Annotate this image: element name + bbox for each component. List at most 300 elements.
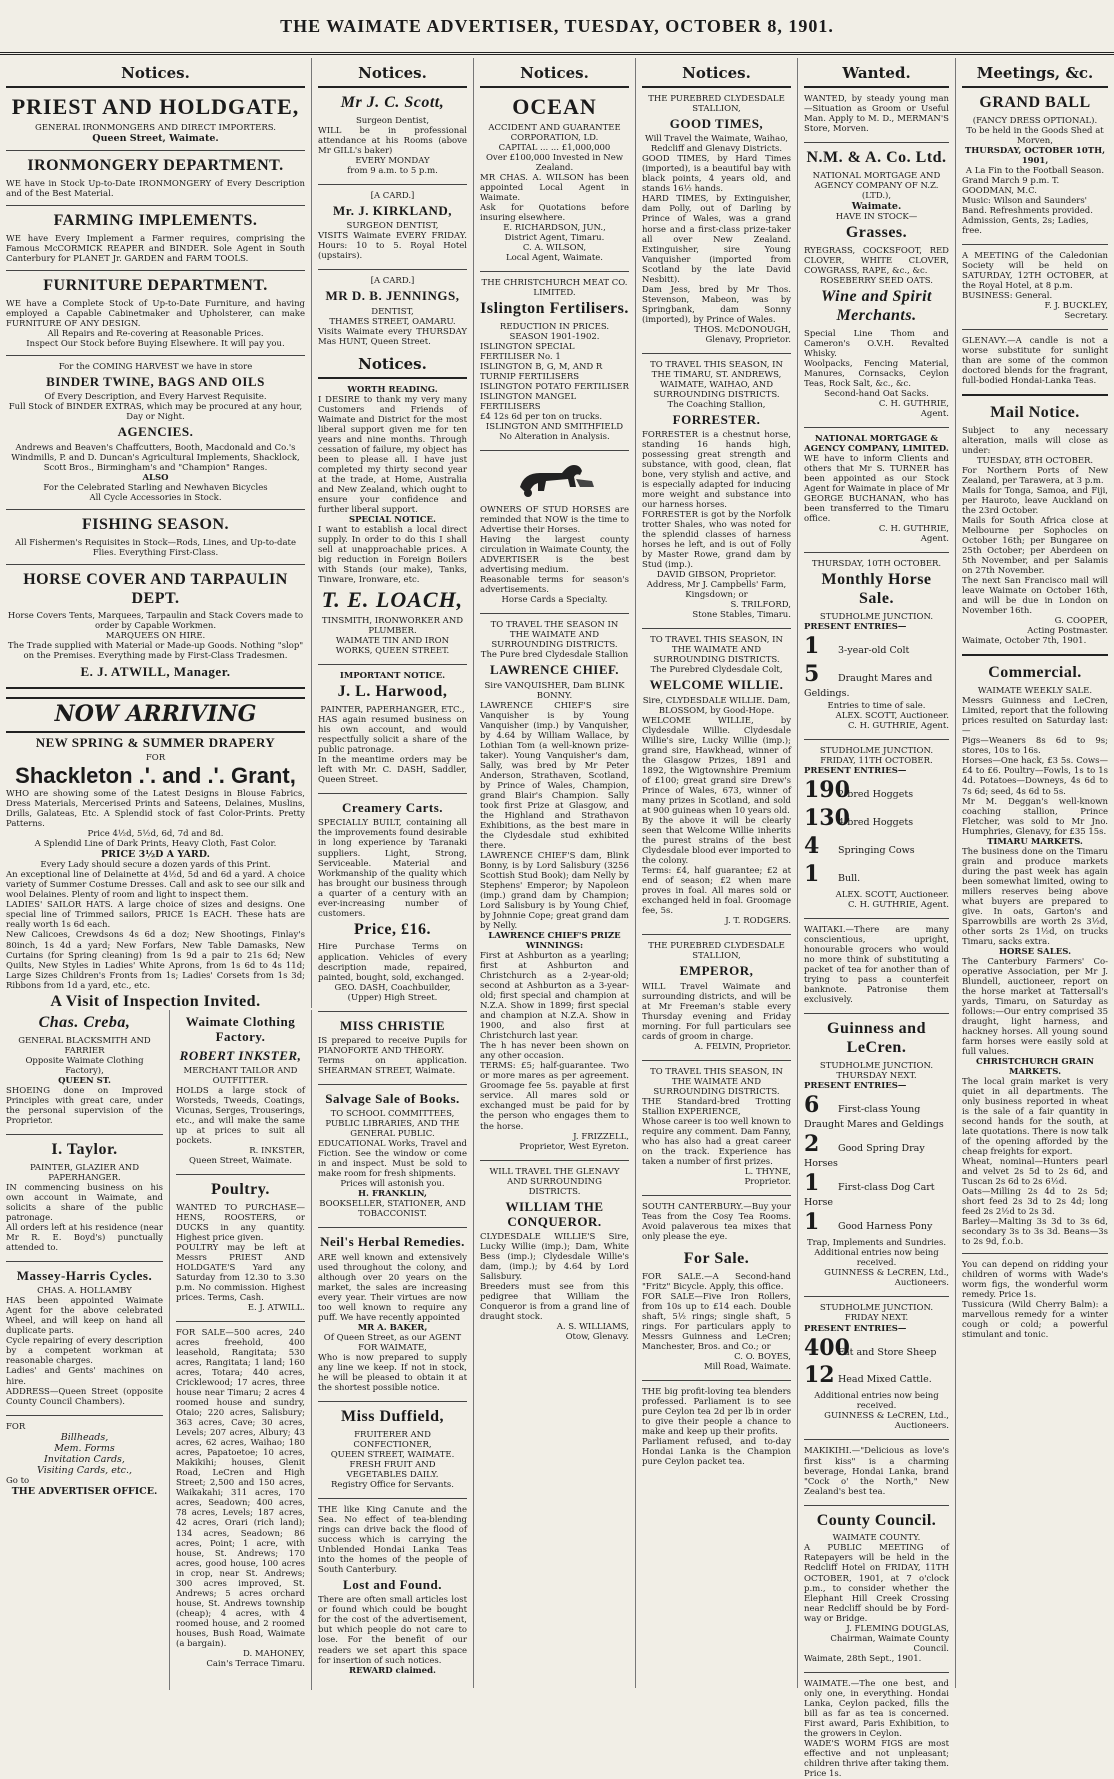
ad-text: Grand March 9 p.m. T. GOODMAN, M.C. xyxy=(962,175,1060,196)
ad-text: PRESENT ENTRIES— xyxy=(804,1323,907,1334)
ad-text: IS prepared to receive Pupils for PIANOFORTE AND THEORY. xyxy=(318,1035,467,1056)
ad-signature: GUINNESS & LeCREN, Ltd., xyxy=(824,1411,949,1422)
ad-text: For Northern Ports of New Zealand, per Tarawera, at 3 p.m. xyxy=(962,466,1108,487)
ad-text: HOLDS a large stock of Worsteds, Tweeds, Coatings, Vicunas, Serges, Trouserings, etc., and will make the same up at prices to suit all pockets. xyxy=(176,1086,305,1147)
ad-text: WAIMATE.—The one best, and only one, in everything. Hondai Lanka, Ceylon packed, fills the bill as far as tea is concerned. First award, Paris Exhibition, to the growers in Ceylon. xyxy=(804,1678,949,1739)
ad-text: WELCOME WILLIE, by Clydesdale Willie. Clydesdale Willie's sire, Lucky Willie (imp.); grand sire, Hawkhead, winner of the Glasgow Prizes, 1891 and 1892, the Wigtownshire Premium of £100; great grand sire Drew's Prince of Wales, 673, winner of many prizes in Scotland, and sold at 900 guineas when 10 years old. xyxy=(642,715,791,816)
ad-title: Shackleton .'. and .'. Grant, xyxy=(15,763,296,789)
ad-title: Mr J. C. Scott, xyxy=(340,94,445,111)
ad-section: WORTH READING. xyxy=(347,384,438,395)
ad-text: Invitation Cards, xyxy=(44,1453,125,1465)
ad-text: Auctioneers. xyxy=(894,1278,949,1289)
ad-title: County Council. xyxy=(816,1511,937,1529)
grand-ball-ad xyxy=(962,94,1108,236)
ad-text: RYEGRASS, COCKSFOOT, RED CLOVER, WHITE CLOVER, COWGRASS, RAPE, &c., &c. xyxy=(804,246,949,277)
ad-text: Glenavy, Proprietor. xyxy=(705,334,791,345)
ad-title: Miss Duffield, xyxy=(341,1408,444,1426)
ad-text: Mill Road, Waimate. xyxy=(703,1361,791,1372)
glenavy-tea-ad xyxy=(962,336,1108,386)
ad-title: Neil's Herbal Remedies. xyxy=(320,1234,465,1250)
ad-text: Inspect Our Stock before Buying Elsewhere. It will pay you. xyxy=(26,338,285,349)
column-1c xyxy=(170,1010,312,1690)
ad-text: Registry Office for Servants. xyxy=(331,1479,454,1490)
caledonian-ad xyxy=(962,251,1108,321)
ad-text: Mr M. Deggan's well-known coaching stallion, Prince Fletcher, was sold to Mr Jno. Humphries, Glenavy, for £35 15s. xyxy=(962,796,1108,837)
ad-text: Waimate, October 7th, 1901. xyxy=(962,636,1087,647)
ad-text: Additional entries now being received. xyxy=(814,1248,939,1269)
entry-row: 12 Head Mixed Cattle. xyxy=(804,1362,932,1389)
ad-signature: S. TRILFORD, xyxy=(730,600,791,611)
ad-text: SOUTH CANTERBURY.—Buy your Teas from the Cosy Tea Rooms. Avoid palaverous tea mixes that only please the eye. xyxy=(642,1201,791,1242)
ad-text: The business done on the Timaru grain and produce markets during the past week has again been somewhat limited, owing to millers reserves being above what buyers are prepared to give. In oats, Garton's and Sparrowbills are worth 2s 3½d, other sorts 2s 1½d, on trucks Timaru, sacks extra. xyxy=(962,846,1108,947)
ad-text: FOR xyxy=(6,1421,26,1432)
ad-title: For Sale. xyxy=(683,1249,750,1267)
ad-text: HAVE IN STOCK— xyxy=(835,212,918,223)
ad-text: ISLINGTON SPECIAL FERTILISER No. 1 ISLINGTON B, G, M, AND R TURNIP FERTILISERS ISLINGTON POTATO FERTILISER ISLINGTON MANGEL FERTILISERS £4 12s 6d per ton on trucks. xyxy=(480,342,629,423)
ad-text: FRIDAY NEXT. xyxy=(844,1313,909,1324)
ad-title: I. Taylor. xyxy=(51,1141,118,1159)
column-4 xyxy=(636,58,798,1688)
ad-subtitle: NATIONAL MORTGAGE & AGENCY COMPANY, LIMITED. xyxy=(804,434,949,455)
massey-ad xyxy=(6,1268,163,1407)
ad-text: EDUCATIONAL Works, Travel and Fiction. See the window or come in and inspect. Must be sold to make room for fresh shipments. xyxy=(318,1139,467,1180)
ad-text: Waimate. xyxy=(851,200,902,212)
ad-title: FORRESTER. xyxy=(672,411,761,427)
ad-text: Go to xyxy=(6,1476,30,1487)
jennings-ad xyxy=(318,276,467,346)
ad-title: Poultry. xyxy=(211,1181,270,1199)
ad-section: IRONMONGERY DEPARTMENT. xyxy=(27,157,284,175)
ad-text: Chairman, Waimate County Council. xyxy=(830,1633,949,1654)
good-times-ad xyxy=(642,94,791,345)
ad-footer: A Visit of Inspection Invited. xyxy=(50,992,261,1010)
ad-text: Having the largest county circulation in Waimate County, the ADVERTISER is the best advertising medium. xyxy=(480,535,629,576)
ad-subtitle: CHAS. A. HOLLAMBY xyxy=(37,1286,132,1297)
entry-row: 1902-bred Hoggets xyxy=(804,777,914,804)
ad-text: PRESENT ENTRIES— xyxy=(804,1080,907,1091)
friday-next-ad xyxy=(804,1303,949,1431)
taylor-ad xyxy=(6,1141,163,1253)
ad-section: AGENCIES. xyxy=(117,424,194,440)
ad-text: The next San Francisco mail will leave Waimate on October 16th, and will be due in London on November 16th. xyxy=(962,576,1108,617)
ad-title: GOOD TIMES, xyxy=(669,116,764,132)
section-heading: Notices. xyxy=(318,355,467,379)
ad-subtitle: HORSE SALES. xyxy=(998,946,1072,957)
ad-text: FRESH FRUIT AND VEGETABLES DAILY. xyxy=(346,1459,439,1480)
ad-subtitle: TINSMITH, IRONWORKER AND PLUMBER. xyxy=(321,616,464,637)
ad-text: Special Line Thom and Cameron's O.V.H. Revalted Whisky. xyxy=(804,328,949,359)
ad-title: Mail Notice. xyxy=(990,404,1080,422)
ad-text: LAWRENCE CHIEF'S dam, Blink Bonny, is by Lord Salisbury (3256 Scottish Stud Book); dam Nelly by Stephens' Emperor; by Napoleon (imp.) grand dam by Champion; Lord Salisbury is by Young Chief, by Johnnie Cope; great grand dam by Nelly. xyxy=(480,851,629,932)
ad-text: FOR xyxy=(145,753,166,764)
column-5 xyxy=(798,58,956,1779)
ad-text: Admission, Gents, 2s; Ladies, free. xyxy=(962,216,1089,237)
ad-signature: C. H. GUTHRIE, xyxy=(878,399,949,409)
ad-text: All orders left at his residence (near Mr R. E. Boyd's) punctually attended to. xyxy=(6,1222,163,1254)
nma-ad xyxy=(804,149,949,419)
ad-text: Cycle repairing of every description by a competent workman at reasonable charges. xyxy=(6,1336,163,1367)
ad-text: Oats—Milling 2s 4d to 2s 5d; short feed 2s 3d to 2s 4d; long feed 2s 2½d to 2s 3d. xyxy=(962,1187,1108,1218)
ad-text: All Repairs and Re-covering at Reasonable Prices. xyxy=(47,328,264,339)
poultry-ad xyxy=(176,1181,305,1313)
ad-text: Reasonable terms for season's advertisements. xyxy=(480,575,629,596)
ad-text: Parliament refused, and to-day Hondai Lanka is the Champion pure Ceylon packet tea. xyxy=(642,1436,791,1467)
ad-text: Hire Purchase Terms on application. Vehicles of every description made, repaired, painted, bought, sold, exchanged. xyxy=(318,942,467,983)
friday-sale-ad xyxy=(804,746,949,910)
ad-subtitle: MERCHANT TAILOR AND OUTFITTER. xyxy=(183,1065,298,1086)
ad-signature: GUINNESS & LeCREN, Ltd., xyxy=(824,1268,949,1279)
ad-text: THURSDAY NEXT. xyxy=(836,1070,917,1081)
ad-text: GOOD TIMES, by Hard Times (imported), is a beautiful bay with black points, 4 years old, and stands 16½ hands. xyxy=(642,154,791,195)
ad-text: Mails for Tonga, Samoa, and Fiji, per Hauroto, leave Auckland on the 23rd October. xyxy=(962,486,1108,517)
masthead-title: THE WAIMATE ADVERTISER, TUESDAY, OCTOBER 8, 1901. xyxy=(280,15,834,36)
ad-text: HARD TIMES, by Extinguisher, dam Polly, out of Darling by Prince of Wales, was a grand horse and a first-class prize-taker all over New Zealand. Extinguisher, sire Young Vanquisher (imported from Scotland by the late David Nesbitt). xyxy=(642,194,791,285)
islington-ad xyxy=(480,278,629,442)
ad-text: FOR SALE.—A Second-hand "Fritz" Bicycle. Apply, this office. xyxy=(642,1271,791,1292)
ad-text: Sire VANQUISHER, Dam BLINK BONNY. xyxy=(484,680,625,701)
ad-text: Visiting Cards, etc., xyxy=(37,1465,132,1477)
ad-text: Messrs Guinness and LeCren, Limited, report that the following prices resulted on Saturday last:— xyxy=(962,696,1108,737)
ad-signature: C. A. WILSON, xyxy=(522,243,587,254)
ad-section: LAWRENCE CHIEF'S PRIZE WINNINGS: xyxy=(488,931,621,952)
ad-text: CAPITAL ... ... £1,000,000 xyxy=(498,142,611,153)
ad-subtitle: GENERAL IRONMONGERS AND DIRECT IMPORTERS. xyxy=(35,122,276,133)
ad-subtitle: THE PUREBRED CLYDESDALE STALLION, xyxy=(648,941,785,962)
ad-text: WAIMATE TIN AND IRON WORKS, QUEEN STREET. xyxy=(335,636,450,657)
ad-text: Tussicura (Wild Cherry Balm): a marvellous remedy for a winter cough or cold; a powerful stimulant and tonic. xyxy=(962,1300,1108,1341)
ad-text: BOOKSELLER, STATIONER, AND TOBACCONIST. xyxy=(319,1199,466,1220)
ad-text: WE have to inform Clients and others that Mr S. TURNER has been appointed as our Stock Agent for Waimate in place of Mr GEORGE BUCHANAN, who has been transferred to the Timaru office. xyxy=(804,454,949,525)
ad-title: GRAND BALL xyxy=(979,94,1091,111)
ad-subtitle: FRUITERER AND CONFECTIONER, xyxy=(353,1429,432,1450)
ad-title: MR D. B. JENNINGS, xyxy=(325,288,460,304)
ad-title: Lost and Found. xyxy=(343,1577,442,1593)
shackleton-grant-ad xyxy=(6,697,305,1012)
ad-text: MAKIKIHI.—"Delicious as love's first kiss" is a charming beverage, Hondai Lanka, brand "Cock o' the North," New Zealand's best tea. xyxy=(804,1446,949,1497)
ad-text: First at Ashburton as a yearling; first at Ashburton and Christchurch as a 2-year-old; second at Ashburton as a 3-year-old; first special and champion at N.Z.A. Show in 1899; first special and champion at N.Z.A. Show in 1900, and also first at Christchurch last year. xyxy=(480,951,629,1042)
ad-text: IN commencing business on his own account in Waimate, and solicits a share of the public patronage. xyxy=(6,1182,163,1223)
priest-holdgate-ad xyxy=(6,94,305,679)
ad-text: MARQUEES ON HIRE. xyxy=(105,631,206,642)
ad-text: Agent. xyxy=(920,534,949,545)
entry-row: 1 3-year-old Colt xyxy=(804,633,910,659)
county-council-ad xyxy=(804,1512,949,1664)
welcome-willie-ad xyxy=(642,635,791,926)
ad-text: TUESDAY, 8TH OCTOBER. xyxy=(976,456,1094,467)
creba-ad xyxy=(6,1014,163,1126)
ad-text: For the Celebrated Starling and Newhaven Bicycles xyxy=(43,482,268,493)
ad-signature: MR A. BAKER, xyxy=(357,1322,428,1333)
ad-text: Stone Stables, Timaru. xyxy=(692,610,791,621)
ad-text: PRESENT ENTRIES— xyxy=(804,766,907,777)
ad-text: BUSINESS: General. xyxy=(962,291,1053,302)
ad-text: For the COMING HARVEST we have in store xyxy=(58,361,253,372)
ad-text: Sire, CLYDESDALE WILLIE. Dam, BLOSSOM, by Good-Hope. xyxy=(642,695,791,716)
duffield-ad xyxy=(318,1408,467,1490)
ad-signature: E. RICHARDSON, JUN., xyxy=(503,223,606,234)
ad-title: Guinness and LeCren. xyxy=(827,1020,926,1057)
neil-ad xyxy=(318,1234,467,1393)
ad-text: WANTED, by steady young man—Situation as Groom or Useful Man. Apply to M. D., MERMAN'S Store, Morven. xyxy=(804,94,949,135)
canterbury-ad xyxy=(642,1202,791,1242)
ad-text: Trap, Implements and Sundries. xyxy=(806,1238,947,1249)
ad-signature: J. T. RODGERS. xyxy=(725,916,791,927)
ad-text: ALSO xyxy=(142,472,169,483)
ad-title: Waimate Clothing Factory. xyxy=(185,1014,296,1045)
entry-row: 5 Draught Mares and Geldings. xyxy=(804,660,933,699)
ad-title: EMPEROR, xyxy=(679,963,754,979)
ad-price: Price, £16. xyxy=(353,920,432,938)
ad-text: VISITS Waimate EVERY FRIDAY. Hours: 10 to 5. Royal Hotel (upstairs). xyxy=(318,231,467,262)
ad-subtitle: SURGEON DENTIST, xyxy=(346,221,439,232)
advertiser-office-ad xyxy=(6,1422,163,1498)
ad-text: OWNERS OF STUD HORSES are reminded that NOW is the time to Advertise their Horses. xyxy=(480,505,629,536)
ad-text: Andrews and Beaven's Chaffcutters, Booth, Macdonald and Co.'s Windmills, P. and D. Duncan's Agricultural Implements, Shacklock, Scott Bros., Birmingham's and "Champion" Ranges. xyxy=(11,442,300,473)
ad-text: Horses—One hack, £3 5s. Cows—£4 to £6. Poultry—Fowls, 1s to 1s 4d. Potatoes—Downeys, 4s 6d to 7s 6d; seed, 4s 6d to 5s. xyxy=(962,756,1108,797)
ad-subtitle: WAIMATE WEEKLY SALE. xyxy=(977,686,1093,697)
ad-text: PRESENT ENTRIES— xyxy=(804,621,907,632)
scott-ad xyxy=(318,94,467,176)
ad-text: Local Agent, Waimate. xyxy=(506,253,603,264)
ad-text: I DESIRE to thank my very many Customers and Friends of Waimate and District for the most liberal support given me for ten years and nine months. Through cessation of failure, my object has been to please all. I have just completed my thirty second year at the trade, at Home, Australia and New Zealand, which ought to ensure your confidence and further liberal support. xyxy=(318,394,467,515)
ad-text: By the above it will be clearly seen that Welcome Willie inherits the purest strains of the best Clydesdale blood ever imported to the colony. xyxy=(642,815,791,867)
ad-text: A La Fin to the Football Season. xyxy=(965,165,1105,176)
ad-subtitle: TO SCHOOL COMMITTEES, PUBLIC LIBRARIES, AND THE GENERAL PUBLIC. xyxy=(325,1109,460,1140)
ad-text: The local grain market is very quiet in all departments. The only business reported in wheat is the sale of a fair quantity in second hands for the south, at late quotations. There is now talk of the opening afforded by the cheap freights for export. xyxy=(962,1076,1108,1158)
ad-text: WILL be in professional attendance at his Rooms (above Mr GILL's baker) xyxy=(318,125,467,156)
ad-text: GLENAVY.—A candle is not a worse substitute for sunlight than are some of the common doctored blends for the fragrant, full-bodied Hondai-Lanka Teas. xyxy=(962,336,1108,387)
entries-list xyxy=(804,1093,949,1236)
ad-subtitle: GENERAL BLACKSMITH AND FARRIER xyxy=(18,1035,151,1056)
franklin-ad xyxy=(318,1091,467,1220)
ad-signature: F. J. BUCKLEY, xyxy=(1044,301,1108,312)
entry-row: 2 Good Spring Dray Horses xyxy=(804,1131,925,1170)
ad-text: POULTRY may be left at Messrs PRIEST AND HOLDGATE'S Yard any Saturday from 12.30 to 3.30 p.m. No commission. Highest prices. Terms, Cash. xyxy=(176,1243,305,1304)
ad-text: Proprietor. xyxy=(744,1176,791,1187)
ad-text: Otow, Glenavy. xyxy=(565,1332,629,1343)
ad-title: Mr. J. KIRKLAND, xyxy=(332,202,453,218)
ad-title: J. L. Harwood, xyxy=(337,683,448,701)
ad-text: HAS again resumed business on his own account, and would respectfully solicit a share of the public patronage. xyxy=(318,715,467,756)
ad-subtitle: TO TRAVEL THIS SEASON, IN THE TIMARU, ST. ANDREWS, WAIMATE, WAIHAO, AND SURROUNDING DISTRICTS. xyxy=(650,359,783,400)
ad-text: ROSEBERRY SEED OATS. xyxy=(820,276,933,287)
ad-text: To be held in the Goods Shed at Morven, xyxy=(966,125,1104,146)
entry-row: 1 First-class Dog Cart Horse xyxy=(804,1170,935,1209)
ad-signature: J. FRIZZELL, xyxy=(573,1131,629,1142)
waitaki-ad xyxy=(804,925,949,1005)
ad-text: New Calicoes, Crewdsons 4s 6d a doz; New Shootings, Finlay's 80inch, 1s 4d a yard; New Forfars, New Table Damasks, New Curtains (for Spring cleaning) from 1s 9d a pair to 21s 6d; New Quilts, New Styles in Ladies' White Aprons, from 1s 6d to 4s 11d; Large Sizes Children's Fronts from 1s; Ladies' Corsets from 1s 3d; Ribbons from 1d a yard, etc., etc. xyxy=(6,930,305,991)
column-6 xyxy=(956,58,1114,1688)
ad-text: Secretary. xyxy=(1064,311,1108,322)
ad-signature: G. COOPER, xyxy=(1054,616,1108,627)
wanted-ad xyxy=(804,94,949,134)
column-2 xyxy=(312,58,474,1688)
waimate-tea-ad xyxy=(804,1679,949,1779)
ad-signature: DAVID GIBSON, Proprietor. xyxy=(656,570,777,581)
harwood-ad xyxy=(318,671,467,785)
ad-text: WE have a Complete Stock of Up-to-Date Furniture, and having employed a Capable Cabinetmaker and Upholsterer, can make FURNITURE OF ANY DESIGN. xyxy=(6,298,305,329)
ad-text: LADIES' SAILOR HATS. A large choice of sizes and designs. One special line of Trimmed sailors, PRICE 1s EACH. These hats are really worth 1s 6d each. xyxy=(6,900,305,931)
ad-text: No Alteration in Analysis. xyxy=(499,432,610,443)
ad-text: Of Every Description, and Every Harvest Requisite. xyxy=(44,392,267,403)
ad-subtitle: THE PUREBRED CLYDESDALE STALLION, xyxy=(648,94,785,115)
ad-text: Address, Mr J. Campbells' Farm, Kingsdown; or xyxy=(646,580,787,601)
ad-text: Additional entries now being received. xyxy=(814,1391,939,1412)
entry-row: 1 Bull. xyxy=(804,861,861,888)
ad-text: WE have in Stock Up-to-Date IRONMONGERY of Every Description and of the Best Material. xyxy=(6,179,305,200)
ad-text: LAWRENCE CHIEF'S sire Vanquisher is by Young Vanquisher (imp.) by Vanquisher, by 4.64 by William Wallace, by Lothian Tom (a well-known prize-taker). Young Vanquisher's dam, Sally, was bred by Mr Peter Anderson, Strathaven, Scotland, by Prince of Wales, Champion, grand Blair's Champion. Sally took first Prize at Glasgow, and the Highland and Strathavon Exhibitions, as the best mare in the Clydesdale stud exhibited there. xyxy=(480,700,629,852)
ad-text: FOR SALE—Five Iron Rollers, from 10s up to £14 each. Double shaft, 5½ rings; single shaft, 5 rings. For particulars apply to Messrs Guinness and LeCren; Manchester, Bros. and Co.; or xyxy=(642,1291,791,1352)
entry-row: 400Fat and Store Sheep xyxy=(804,1334,937,1361)
ad-signature: THOS. McDONOUGH, xyxy=(694,324,791,335)
forrester-ad xyxy=(642,360,791,621)
ad-text: REWARD claimed. xyxy=(349,1665,436,1676)
mahoney-ad xyxy=(176,1328,305,1669)
ad-title: OCEAN xyxy=(512,94,597,119)
ad-text: Agent. xyxy=(920,409,949,420)
ad-text: FOR SALE—500 acres, 240 acres freehold, 400 leasehold, Rangitata; 530 acres, Rangitata; 1 land; 160 acres, Totara; 440 acres, Cricklewood; 17 acres, three house near Timaru; 2 acres 4 roomed house and sundry, Otaio; 220 acres, Salisbury; 363 acres, Cave; 30 acres, Levels; 207 acres, Albury; 43 acres, 62 acres, Waihao; 180 acres, Papatoetoe; 10 acres, Makikihi; houses, Glenit Road, LeCren and High Street; 2,500 and 150 acres, Waikakahi; 311 acres, 170 acres, Seadown; 400 acres, 78 acres, Levels; 187 acres, 42 acres, Orari (rich land); 134 acres, Seadown; 86 acres, Point; 1 acre, with house, St. Andrews; 170 acres, good house, 100 acres in crop, near St. Andrews; 300 acres improved, St. Andrews; 5 acres orchard house, St. Andrews township (cheap); 4 acres, with 4 roomed house, and 2 roomed houses, Bush Road, Waimate (a bargain). xyxy=(176,1328,305,1649)
ad-text: Of Queen Street, as our AGENT FOR WAIMATE, xyxy=(323,1332,462,1353)
ad-text: THURSDAY, OCTOBER 10TH, 1901, xyxy=(964,145,1106,166)
ad-text: The h has never been shown on any other occasion. xyxy=(480,1041,629,1062)
ad-text: Ask for Quotations before insuring elsewhere. xyxy=(480,203,629,224)
entry-row: 1304-bred Hoggets xyxy=(804,805,914,832)
ad-signature: A. S. WILLIAMS, xyxy=(556,1322,629,1333)
ad-signature: C. H. GUTHRIE, xyxy=(878,524,949,535)
ad-text: STUDHOLME JUNCTION. xyxy=(819,1060,934,1071)
ad-title: Salvage Sale of Books. xyxy=(325,1090,460,1106)
emperor-ad xyxy=(642,941,791,1051)
ad-text: WE have Every Implement a Farmer requires, comprising the Famous McCORMICK REAPER and BINDER. Sole Agent in South Canterbury for PLANET Jr. GARDEN and FARM TOOLS. xyxy=(6,233,305,264)
ad-signature: C. O. BOYES, xyxy=(734,1351,791,1362)
dash-ad xyxy=(318,800,467,1002)
ad-text: WAITAKI.—There are many conscientious, upright, honourable grocers who would no more think of substituting a packet of tea for another than of trying to pass a counterfeit banknote. Patronise them exclusively. xyxy=(804,925,949,1006)
ad-text: REDUCTION IN PRICES. xyxy=(499,322,610,333)
ad-text: Music: Wilson and Saunders' Band. Refreshments provided. xyxy=(962,196,1093,217)
ad-text: Queen Street, Waimate. xyxy=(189,1156,292,1167)
ad-signature: C. H. GUTHRIE, Agent. xyxy=(847,900,949,911)
section-heading: Notices. xyxy=(318,64,467,88)
ad-text: THURSDAY, 10TH OCTOBER. xyxy=(811,559,942,570)
ad-text: QUEEN STREET, WAIMATE. xyxy=(330,1449,455,1460)
ad-text: An exceptional line of Delainette at 4½d, 5d and 6d a yard. A choice variety of Summer Costume Dresses. Call and ask to see our silk and wool Delaines. Plenty of room and light to inspect them. xyxy=(6,870,305,901)
ad-text: Over £100,000 Invested in New Zealand. xyxy=(485,153,624,174)
ad-title: N.M. & A. Co. Ltd. xyxy=(806,149,947,167)
ad-subtitle: TO TRAVEL THE SEASON IN THE WAIMATE AND SURROUNDING DISTRICTS. xyxy=(490,620,619,651)
section-heading: Notices. xyxy=(6,64,305,88)
ad-title: Massey-Harris Cycles. xyxy=(16,1268,153,1284)
ad-subtitle: TO TRAVEL THIS SEASON, IN THE WAIMATE AND SURROUNDING DISTRICTS. xyxy=(650,1066,783,1097)
ad-text: Opposite Waimate Clothing Factory), xyxy=(25,1055,144,1076)
section-heading: Wanted. xyxy=(804,64,949,88)
ad-text: Acting Postmaster. xyxy=(1027,626,1108,637)
ad-title: T. E. LOACH, xyxy=(321,587,464,613)
ad-text: STUDHOLME JUNCTION. xyxy=(819,611,934,622)
ad-text: Terms: £4, half guarantee; £2 at end of season; £2 when mare proves in foal. All mares sold or exchanged held in foal. Groomage fee, 5s. xyxy=(642,866,791,917)
ad-text: WILL Travel Waimate and surrounding districts, and will be at Mr Freeman's stable every Thursday evening and Friday morning. For full particulars see cards of groom in charge. xyxy=(642,981,791,1042)
ad-text: Terms on application. SHEARMAN STREET, Waimate. xyxy=(318,1055,467,1076)
ad-text: The Coaching Stallion, xyxy=(667,399,766,410)
ad-signature: E. J. ATWILL. xyxy=(247,1303,305,1314)
ad-title: Monthly Horse Sale. xyxy=(821,571,932,608)
ad-title: Chas. Creba, xyxy=(38,1014,131,1031)
ad-signature: ALEX. SCOTT, Auctioneer. xyxy=(835,890,949,901)
ad-text: A MEETING of the Caledonian Society will be held on SATURDAY, 12TH OCTOBER, at the Royal Hotel, at 8 p.m. xyxy=(962,251,1108,292)
national-mortgage-ad xyxy=(804,434,949,544)
ad-title: Grasses. xyxy=(845,224,908,242)
ad-subtitle: NATIONAL MORTGAGE AND AGENCY COMPANY OF N.Z. (LTD.), xyxy=(812,170,941,201)
ad-text: ADDRESS—Queen Street (opposite County Council Chambers). xyxy=(6,1386,163,1407)
ad-signature: R. INKSTER, xyxy=(249,1146,305,1157)
section-heading: Notices. xyxy=(642,64,791,88)
ad-subtitle: CHRISTCHURCH GRAIN MARKETS. xyxy=(976,1056,1094,1077)
ad-text: Every Lady should secure a dozen yards of this Print. xyxy=(40,860,271,871)
ad-text: Cain's Terrace Timaru. xyxy=(206,1658,305,1669)
ad-text: Price 4½d, 5½d, 6d, 7d and 8d. xyxy=(87,829,224,840)
inkster-ad xyxy=(176,1014,305,1166)
commercial-section xyxy=(962,664,1108,1340)
monthly-horse-sale-ad xyxy=(804,559,949,731)
ad-subtitle: TO TRAVEL THIS SEASON, IN THE WAIMATE AND SURROUNDING DISTRICTS. xyxy=(650,635,783,666)
ad-subtitle: PAINTER, GLAZIER AND PAPERHANGER. xyxy=(29,1162,140,1183)
ad-text: Visits Waimate every THURSDAY Mas HUNT, Queen Street. xyxy=(318,326,467,347)
ad-text: STUDHOLME JUNCTION. xyxy=(819,746,934,757)
horse-icon xyxy=(510,457,600,499)
ad-text: WHO are showing some of the Latest Designs in Blouse Fabrics, Dress Materials, Mercerised Prints and Sateens, Delaines, Muslins, Drills, Galateas, Etc. A Splendid stock of fast Color-Prints. Pretty Patterns. xyxy=(6,789,305,830)
ad-subtitle: PAINTER, PAPERHANGER, ETC., xyxy=(320,705,465,715)
column-1 xyxy=(0,58,312,1008)
column-3 xyxy=(474,58,636,1688)
ad-text: Who is now prepared to supply any line we keep. If not in stock, he will be pleased to obtain it at the shortest possible notice. xyxy=(318,1352,467,1393)
ad-text: THAMES STREET, OAMARU. xyxy=(329,316,456,327)
ad-section: FARMING IMPLEMENTS. xyxy=(53,212,258,230)
ad-text: STUDHOLME JUNCTION. xyxy=(819,1303,934,1314)
ad-text: EVERY MONDAY xyxy=(355,155,430,166)
ad-subtitle: TIMARU MARKETS. xyxy=(987,836,1083,847)
ad-text: Second-hand Oat Sacks. xyxy=(824,388,929,399)
section-heading: Notices. xyxy=(480,64,629,88)
ad-text: A Splendid Line of Dark Prints, Heavy Cloth, Fast Color. xyxy=(34,839,277,850)
ad-section: FURNITURE DEPARTMENT. xyxy=(43,277,268,294)
entries-list xyxy=(804,634,949,699)
ad-text: The Trade supplied with Material or Made-up Goods. Nothing "slop" on the Premises. Everything made by First-Class Tradesmen. xyxy=(7,641,304,662)
ad-text: from 9 a.m. to 5 p.m. xyxy=(347,165,438,176)
ad-subtitle: WAIMATE COUNTY. xyxy=(832,1533,921,1544)
ad-text: You can depend on ridding your children of worms with Wade's worm figs, the wonderful worm remedy. Price 1s. xyxy=(962,1260,1108,1301)
ad-text: Breeders must see from this pedigree that William the Conqueror is from a grand line of draught stock. xyxy=(480,1282,629,1323)
ad-text: ISLINGTON AND SMITHFIELD xyxy=(485,422,624,433)
ad-text: Dam Jess, bred by Mr Thos. Stevenson, Mabeon, was by Springbank, dam Sonny (imported), by Prince of Wales. xyxy=(642,284,791,325)
ad-text: Subject to any necessary alteration, mails will close as under: xyxy=(962,426,1108,457)
ad-text: FORRESTER is a chestnut horse, standing 16 hands high, possessing great strength and substance, with good, clean, flat bone, very stylish and active, and is especially adapted for inducing more weight and substance into our harness horses. xyxy=(642,430,791,511)
masthead xyxy=(0,0,1114,55)
ad-text: In the meantime orders may be left with Mr. C. DASH, Saddler, Queen Street. xyxy=(318,755,467,786)
ad-section: FISHING SEASON. xyxy=(81,515,230,533)
ad-text: The Canterbury Farmers' Co-operative Association, per Mr J. Blundell, auctioneer, report on the horse market at Tattersall's yards, Timaru, on Saturday as follows:—Our entry comprised 35 draught, light harness, and hackney horses. All young sound farm horses were easily sold at full values. xyxy=(962,956,1108,1057)
ad-text: [A CARD.] xyxy=(370,190,415,201)
ad-text: Prices will astonish you. xyxy=(340,1179,445,1190)
ad-title: PRIEST AND HOLDGATE, xyxy=(11,94,300,119)
kirkland-ad xyxy=(318,191,467,261)
section-heading: Meetings, &c. xyxy=(962,64,1108,88)
ad-text: Auctioneers. xyxy=(894,1421,949,1432)
ad-text: Billheads, xyxy=(60,1431,109,1443)
ad-text: (Upper) High Street. xyxy=(347,992,438,1003)
ad-signature: GEO. DASH, Coachbuilder, xyxy=(334,982,451,993)
ad-section: NEW SPRING & SUMMER DRAPERY xyxy=(35,734,276,750)
ad-text: QUEEN ST. xyxy=(58,1075,111,1086)
ad-text: The Purebred Clydesdale Colt, xyxy=(650,665,783,676)
